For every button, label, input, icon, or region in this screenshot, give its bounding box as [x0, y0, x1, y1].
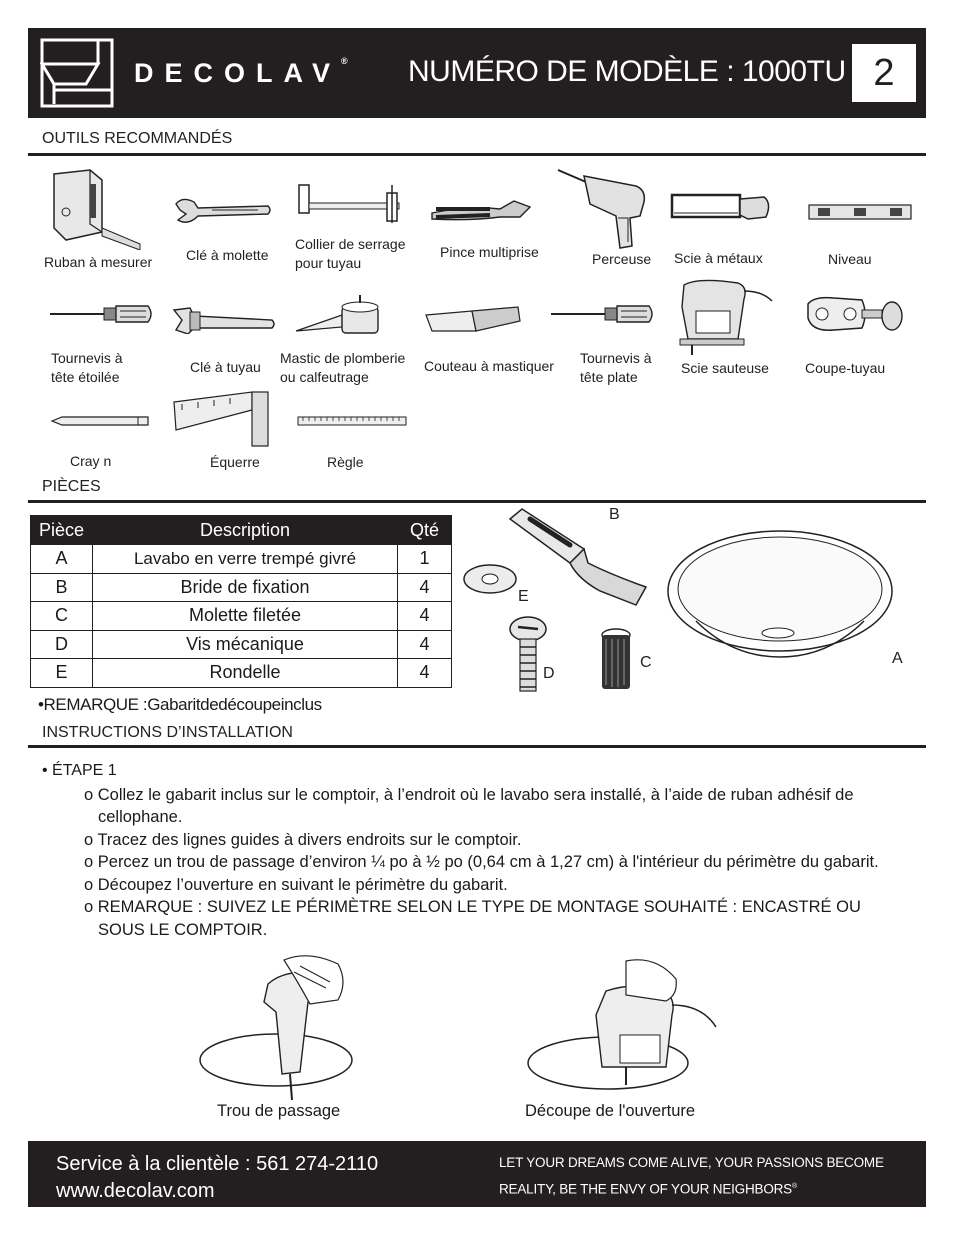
section-divider — [28, 500, 926, 503]
adjustable-wrench-icon — [172, 196, 272, 226]
threaded-knob-icon — [602, 629, 630, 689]
putty-knife-icon — [424, 305, 524, 333]
tool-flat-screwdriver — [549, 303, 655, 387]
tool-label: Clé à tuyau — [190, 359, 261, 375]
page-footer — [28, 1141, 926, 1207]
parts-diagram — [460, 505, 920, 705]
part-quantity: 4 — [398, 659, 452, 688]
part-label-c: C — [640, 654, 652, 671]
customer-service-phone: Service à la clientèle : 561 274-2110 — [56, 1153, 379, 1175]
column-header: Pièce — [31, 516, 93, 545]
tool-adjustable-wrench — [172, 196, 272, 265]
tool-pipe-clamp — [295, 183, 406, 273]
table-header-row — [31, 516, 452, 545]
flat-screwdriver-icon — [549, 303, 655, 325]
instruction-item: o Percez un trou de passage d’environ ¼ po à ½ po (0,64 cm à 1,27 cm) à l'intérieur du périmètre du gabarit. — [84, 853, 879, 871]
cut-caption: Découpe de l'ouverture — [525, 1102, 696, 1120]
tool-label: Mastic de plomberie ou calfeutrage — [280, 350, 406, 385]
washer-icon — [464, 565, 516, 593]
tool-label: Niveau — [828, 251, 872, 267]
part-label-d: D — [543, 665, 555, 682]
square-icon — [172, 390, 272, 448]
part-quantity: 1 — [398, 545, 452, 574]
tool-pencil — [50, 415, 152, 471]
table-row — [31, 602, 452, 631]
part-id: E — [31, 659, 93, 688]
part-id: B — [31, 573, 93, 602]
phillips-screwdriver-icon — [48, 303, 154, 325]
tool-label: Scie sauteuse — [681, 360, 769, 376]
parts-table — [30, 515, 452, 688]
part-id: C — [31, 602, 93, 631]
tool-label: Tournevis à tête étoilée — [51, 350, 123, 385]
tool-label: Cray n — [70, 453, 112, 469]
tools-section-title: OUTILS RECOMMANDÉS — [42, 130, 233, 147]
step-label: • ÉTAPE 1 — [42, 762, 117, 779]
tool-caulk — [280, 293, 405, 387]
pipe-cutter-icon — [804, 294, 904, 344]
table-row — [31, 545, 452, 574]
brand-tagline — [499, 1151, 884, 1202]
instruction-item: o Collez le gabarit inclus sur le comptoir, à l’endroit où le lavabo sera installé, à l’aide de ruban adhésif de cellophane. — [84, 785, 854, 826]
table-row — [31, 630, 452, 659]
tool-level — [808, 204, 912, 269]
website-link[interactable]: www.decolav.com — [56, 1180, 215, 1202]
part-quantity: 4 — [398, 630, 452, 659]
section-divider — [28, 745, 926, 748]
part-label-b: B — [609, 506, 620, 523]
tool-drill — [556, 168, 651, 269]
pipe-wrench-icon — [172, 306, 276, 334]
tool-label: Collier de serrage pour tuyau — [295, 236, 406, 271]
glass-basin-icon — [668, 531, 892, 657]
pliers-icon — [430, 195, 534, 229]
instruction-item: o REMARQUE : SUIVEZ LE PÉRIMÈTRE SELON LE TYPE DE MONTAGE SOUHAITÉ : ENCASTRÉ OU SOUS LE COMPTOIR. — [84, 898, 861, 939]
tagline-line: REALITY, BE THE ENVY OF YOUR NEIGHBORS® — [499, 1181, 797, 1197]
table-row — [31, 573, 452, 602]
jigsaw-icon — [678, 277, 774, 355]
tool-label: Tournevis à tête plate — [580, 350, 652, 385]
pipe-clamp-icon — [295, 183, 405, 223]
instructions-section-title: INSTRUCTIONS D’INSTALLATION — [42, 724, 293, 741]
tool-phillips-screwdriver — [48, 303, 154, 387]
column-header: Qté — [398, 516, 452, 545]
step-1-instructions — [42, 760, 882, 941]
tool-pliers — [430, 195, 539, 262]
tool-tape-measure — [44, 166, 152, 272]
jigsaw-cut-illustration — [526, 955, 718, 1095]
tool-square — [172, 390, 272, 472]
hacksaw-icon — [668, 193, 774, 223]
customer-service — [56, 1151, 378, 1205]
table-row — [31, 659, 452, 688]
mounting-bracket-icon — [510, 509, 646, 605]
pencil-icon — [50, 415, 152, 427]
tool-hacksaw — [668, 193, 774, 268]
instruction-item: o Découpez l’ouverture en suivant le périmètre du gabarit. — [84, 875, 508, 894]
tape-measure-icon — [44, 166, 144, 250]
part-label-e: E — [518, 588, 529, 605]
level-icon — [808, 204, 912, 220]
brand-name: DECOLAV® — [134, 56, 348, 88]
tool-label: Perceuse — [592, 251, 652, 267]
page-number: 2 — [852, 44, 916, 102]
page-header — [28, 28, 926, 118]
column-header: Description — [92, 516, 397, 545]
tagline-line: LET YOUR DREAMS COME ALIVE, YOUR PASSIONS BECOME — [499, 1155, 884, 1170]
parts-section-title: PIÈCES — [42, 478, 101, 495]
model-title: NUMÉRO DE MODÈLE : 1000TU — [408, 55, 846, 88]
tool-label: Coupe-tuyau — [805, 360, 886, 376]
part-description: Lavabo en verre trempé givré — [92, 545, 397, 574]
drill-hole-illustration — [198, 952, 373, 1102]
part-description: Rondelle — [92, 659, 397, 688]
machine-screw-icon — [510, 617, 546, 691]
part-description: Molette filetée — [92, 602, 397, 631]
decolav-logo-icon — [40, 38, 114, 108]
caulk-icon — [280, 293, 390, 335]
tool-label: Pince multiprise — [440, 244, 539, 260]
tool-pipe-wrench — [172, 306, 276, 377]
tool-label: Clé à molette — [186, 247, 269, 263]
tool-ruler — [297, 416, 407, 472]
tool-label: Ruban à mesurer — [44, 254, 153, 270]
part-id: D — [31, 630, 93, 659]
tool-jigsaw — [678, 277, 774, 378]
tool-putty-knife — [424, 305, 554, 376]
part-quantity: 4 — [398, 602, 452, 631]
tool-label: Scie à métaux — [674, 250, 763, 266]
part-label-a: A — [892, 650, 903, 667]
drill-icon — [556, 168, 648, 250]
part-id: A — [31, 545, 93, 574]
tool-label: Équerre — [210, 454, 260, 470]
drill-caption: Trou de passage — [217, 1102, 341, 1120]
part-description: Bride de fixation — [92, 573, 397, 602]
tool-label: Couteau à mastiquer — [424, 358, 554, 374]
ruler-icon — [297, 416, 407, 426]
part-quantity: 4 — [398, 573, 452, 602]
tool-label: Règle — [327, 454, 364, 470]
part-description: Vis mécanique — [92, 630, 397, 659]
instruction-item: o Tracez des lignes guides à divers endroits sur le comptoir. — [84, 830, 522, 849]
template-note: •REMARQUE :Gabaritdedécoupeinclus — [38, 695, 322, 714]
tool-pipe-cutter — [804, 294, 904, 378]
section-divider — [28, 153, 926, 156]
